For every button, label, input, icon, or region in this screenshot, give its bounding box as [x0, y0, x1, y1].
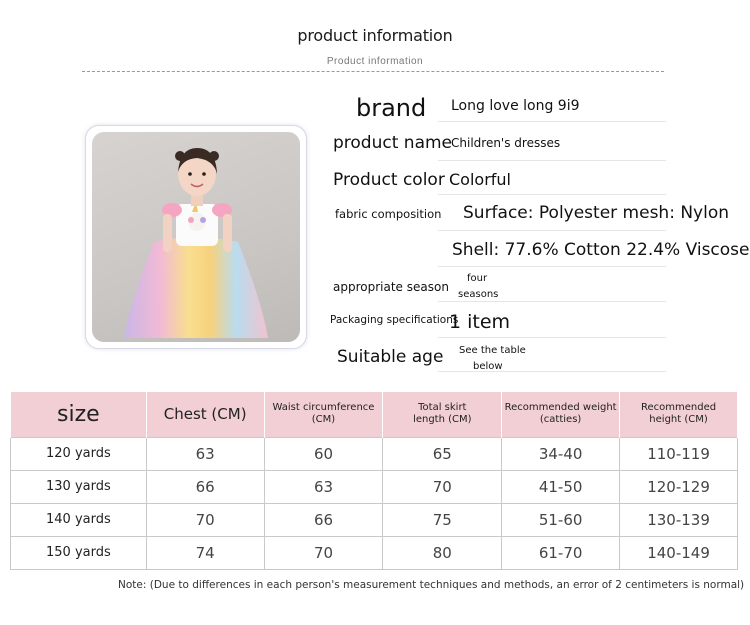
cell-chest: 66: [146, 470, 264, 503]
info-divider: [438, 371, 666, 372]
product-name-value: Children's dresses: [451, 136, 561, 150]
header-weight: Recommended weight (catties): [502, 392, 620, 437]
cell-size: 150 yards: [11, 536, 147, 569]
appropriate-season-value-1: four: [467, 273, 488, 284]
cell-waist: 63: [264, 470, 383, 503]
table-row: [11, 536, 738, 569]
cell-weight: 51-60: [502, 503, 620, 536]
header-skirt-length: Total skirt length (CM): [383, 392, 502, 437]
header-waist: Waist circumference (CM): [264, 392, 383, 437]
cell-waist: 66: [264, 503, 383, 536]
page-subtitle: Product information: [326, 56, 424, 67]
cell-size: 120 yards: [11, 437, 147, 470]
info-divider: [438, 230, 666, 231]
cell-chest: 70: [146, 503, 264, 536]
cell-skirt: 75: [383, 503, 502, 536]
fabric-composition-value-2: Shell: 77.6% Cotton 22.4% Viscose: [452, 240, 750, 260]
packaging-specifications-value: 1 item: [449, 311, 511, 333]
cell-height: 110-119: [620, 437, 738, 470]
header-height: Recommended height (CM): [620, 392, 738, 437]
cell-skirt: 70: [383, 470, 502, 503]
product-color-value: Colorful: [449, 170, 511, 189]
header-chest: Chest (CM): [146, 392, 264, 437]
product-name-label: product name: [333, 133, 452, 153]
info-divider: [438, 160, 666, 161]
cell-chest: 74: [146, 536, 264, 569]
info-divider: [438, 194, 666, 195]
info-divider: [438, 121, 666, 122]
cell-size: 130 yards: [11, 470, 147, 503]
cell-chest: 63: [146, 437, 264, 470]
measurement-note: Note: (Due to differences in each person's measurement techniques and methods, an error of 2 centimeters is normal): [118, 579, 745, 591]
cell-weight: 61-70: [502, 536, 620, 569]
cell-height: 130-139: [620, 503, 738, 536]
cell-skirt: 65: [383, 437, 502, 470]
fabric-composition-label: fabric composition: [335, 207, 442, 221]
info-divider: [438, 337, 666, 338]
cell-waist: 70: [264, 536, 383, 569]
appropriate-season-value-2: seasons: [458, 289, 499, 300]
cell-height: 120-129: [620, 470, 738, 503]
table-row: [11, 470, 738, 503]
girl-in-rainbow-dress-illustration: [92, 132, 300, 342]
cell-skirt: 80: [383, 536, 502, 569]
cell-weight: 41-50: [502, 470, 620, 503]
table-row: [11, 503, 738, 536]
header-size: size: [11, 392, 147, 437]
header-divider: [82, 71, 664, 72]
table-header-row: [11, 392, 738, 437]
cell-waist: 60: [264, 437, 383, 470]
cell-size: 140 yards: [11, 503, 147, 536]
page-title: product information: [297, 26, 453, 45]
product-photo-frame: [85, 125, 307, 349]
info-divider: [438, 301, 666, 302]
product-color-label: Product color: [333, 170, 445, 190]
info-divider: [438, 266, 666, 267]
product-photo: [92, 132, 300, 342]
table-row: [11, 437, 738, 470]
brand-label: brand: [356, 94, 427, 122]
brand-value: Long love long 9i9: [451, 98, 580, 114]
cell-height: 140-149: [620, 536, 738, 569]
appropriate-season-label: appropriate season: [333, 280, 449, 294]
packaging-specifications-label: Packaging specifications: [330, 314, 459, 326]
suitable-age-value-2: below: [473, 361, 503, 372]
suitable-age-label: Suitable age: [337, 347, 444, 367]
size-table: [10, 392, 738, 570]
suitable-age-value-1: See the table: [459, 345, 526, 356]
cell-weight: 34-40: [502, 437, 620, 470]
fabric-composition-value-1: Surface: Polyester mesh: Nylon: [463, 203, 730, 223]
